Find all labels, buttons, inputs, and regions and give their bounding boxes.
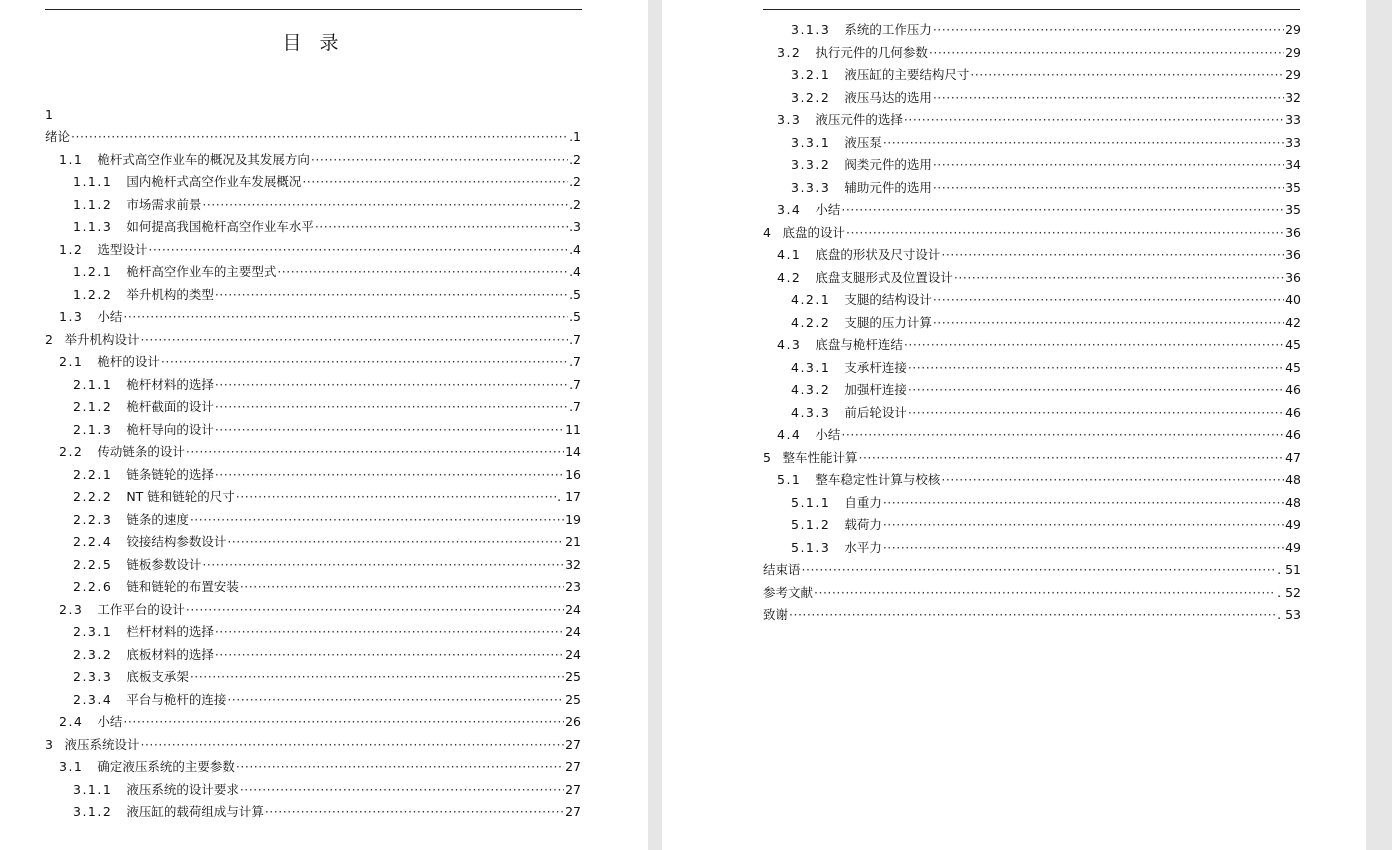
toc-entry[interactable] xyxy=(763,154,1301,177)
toc-leader-dots xyxy=(236,756,564,779)
toc-entry[interactable] xyxy=(763,244,1301,267)
toc-leader-dots xyxy=(227,689,564,712)
toc-entry-label: 桅杆式高空作业车的概况及其发展方向 xyxy=(97,151,310,167)
toc-entry-label: 绪论 xyxy=(45,129,71,144)
toc-entry-page: 19 xyxy=(565,511,581,527)
toc-leader-dots xyxy=(970,64,1284,87)
toc-entry-page: . 53 xyxy=(1277,607,1301,622)
toc-entry-number: 2.2 xyxy=(59,444,84,459)
toc-entry-label: 小结 xyxy=(815,427,841,442)
toc-entry-page: 27 xyxy=(565,804,581,819)
toc-entry-label: 辅助元件的选用 xyxy=(844,179,932,195)
toc-leader-dots xyxy=(789,604,1276,627)
toc-entry-label: 工作平台的设计 xyxy=(97,601,185,617)
toc-entry[interactable] xyxy=(45,486,581,509)
toc-leader-dots xyxy=(846,222,1284,245)
toc-entry[interactable] xyxy=(45,216,581,239)
toc-entry-label: 液压系统的设计要求 xyxy=(126,781,239,797)
toc-entry[interactable] xyxy=(763,492,1301,515)
toc-entry[interactable] xyxy=(45,419,581,442)
toc-entry[interactable] xyxy=(45,306,581,329)
toc-entry[interactable] xyxy=(763,357,1301,380)
toc-entry-page: 35 xyxy=(1285,202,1301,217)
toc-entry-page: . 17 xyxy=(557,489,581,504)
toc-entry-label: 市场需求前景 xyxy=(126,196,202,212)
toc-leader-dots xyxy=(215,464,564,487)
toc-leader-dots xyxy=(140,734,564,757)
document-page-left xyxy=(0,0,648,850)
toc-entry-page: 27 xyxy=(565,781,581,797)
toc-entry-page: 47 xyxy=(1285,449,1301,465)
toc-entry[interactable] xyxy=(763,582,1301,605)
toc-entry-number: 4.4 xyxy=(777,427,802,442)
toc-leader-dots xyxy=(215,396,568,419)
toc-entry[interactable] xyxy=(763,289,1301,312)
toc-entry-number: 3.1.3 xyxy=(791,22,831,37)
toc-entry-label: 链板参数设计 xyxy=(126,556,202,572)
toc-leader-dots xyxy=(140,329,568,352)
toc-entry-label: 支腿的结构设计 xyxy=(844,292,932,307)
toc-entry-number: 5 xyxy=(763,449,773,465)
toc-entry-page: 46 xyxy=(1285,382,1301,397)
toc-entry-page: 32 xyxy=(565,556,581,572)
toc-entry-number: 2.3.3 xyxy=(73,669,113,684)
toc-leader-dots xyxy=(277,261,568,284)
toc-entry-label: 如何提高我国桅杆高空作业车水平 xyxy=(126,219,314,234)
toc-entry[interactable] xyxy=(763,514,1301,537)
toc-leader-dots xyxy=(929,42,1284,65)
toc-entry-page: 35 xyxy=(1285,179,1301,195)
toc-entry-page: 33 xyxy=(1285,134,1301,150)
toc-entry-number: 4.1 xyxy=(777,247,802,262)
toc-entry-number: 2.2.1 xyxy=(73,466,113,482)
toc-entry[interactable] xyxy=(45,576,581,599)
toc-entry-number: 2.3 xyxy=(59,601,84,617)
toc-leader-dots xyxy=(315,216,568,239)
toc-entry[interactable] xyxy=(763,177,1301,200)
toc-entry-label: 底盘支腿形式及位置设计 xyxy=(815,269,953,285)
toc-entry-number: 3.2.2 xyxy=(791,89,831,105)
toc-leader-dots xyxy=(227,531,564,554)
toc-entry-number: 4.2 xyxy=(777,269,802,285)
toc-entry[interactable] xyxy=(763,334,1301,357)
toc-entry-page: 42 xyxy=(1285,314,1301,330)
toc-entry-number: 4.3.1 xyxy=(791,359,831,375)
toc-entry[interactable] xyxy=(763,402,1301,425)
toc-entry-number: 3 xyxy=(45,736,55,752)
toc-entry[interactable] xyxy=(763,604,1301,627)
toc-entry-label: 液压系统设计 xyxy=(64,736,140,752)
toc-leader-dots xyxy=(190,509,564,532)
toc-leader-dots xyxy=(841,424,1284,447)
toc-entry-page: .5 xyxy=(569,286,581,302)
toc-leader-dots xyxy=(123,711,564,734)
toc-leader-dots xyxy=(302,171,568,194)
toc-entry-number: 3.4 xyxy=(777,202,802,217)
header-rule xyxy=(763,9,1300,10)
toc-leader-dots xyxy=(802,559,1277,582)
toc-entry-page: .2 xyxy=(569,174,581,189)
toc-entry-label: 阀类元件的选用 xyxy=(844,157,932,172)
toc-entry[interactable] xyxy=(763,447,1301,470)
toc-entry-page: 24 xyxy=(565,601,581,617)
toc-entry-number: 5.1.2 xyxy=(791,517,831,532)
toc-entry-number: 2.2.6 xyxy=(73,579,113,594)
toc-entry-page: 49 xyxy=(1285,517,1301,532)
toc-entry-label: 底盘的形状及尺寸设计 xyxy=(815,247,941,262)
toc-entry[interactable] xyxy=(763,537,1301,560)
toc-entry-page: .7 xyxy=(569,331,581,347)
toc-entry[interactable] xyxy=(763,64,1301,87)
toc-entry[interactable] xyxy=(45,801,581,824)
toc-entry-page: 33 xyxy=(1285,112,1301,127)
toc-entry-number: 1.2.2 xyxy=(73,286,113,302)
toc-entry-page: .3 xyxy=(569,219,581,234)
toc-entry-label: 小结 xyxy=(815,202,841,217)
toc-list-right xyxy=(763,19,1301,627)
toc-entry[interactable] xyxy=(45,734,581,757)
toc-entry[interactable] xyxy=(45,171,581,194)
toc-entry-label: 执行元件的几何参数 xyxy=(815,44,928,60)
toc-entry[interactable] xyxy=(763,222,1301,245)
toc-entry-page: 24 xyxy=(565,624,581,639)
toc-entry-number: 4.3.3 xyxy=(791,404,831,420)
toc-entry-label: 结束语 xyxy=(763,562,801,577)
toc-entry-page: 40 xyxy=(1285,292,1301,307)
toc-entry-page: 27 xyxy=(565,759,581,774)
toc-entry[interactable] xyxy=(45,149,581,172)
toc-leader-dots xyxy=(265,801,564,824)
toc-entry-page: 32 xyxy=(1285,89,1301,105)
toc-entry-label: 前后轮设计 xyxy=(844,404,907,420)
toc-entry-label: 液压缸的载荷组成与计算 xyxy=(126,804,264,819)
toc-entry-number: 2.3.2 xyxy=(73,646,113,662)
toc-entry-label: 铰接结构参数设计 xyxy=(126,534,227,549)
toc-entry[interactable] xyxy=(45,599,581,622)
toc-entry-number: 3.1 xyxy=(59,759,84,774)
toc-entry-label: 液压缸的主要结构尺寸 xyxy=(844,67,970,82)
toc-leader-dots xyxy=(215,374,568,397)
toc-entry-label: NT 链和链轮的尺寸 xyxy=(126,489,235,504)
toc-entry[interactable] xyxy=(45,531,581,554)
toc-entry-label: 桅杆截面的设计 xyxy=(126,399,214,414)
toc-entry[interactable] xyxy=(45,464,581,487)
toc-entry-number: 4.3 xyxy=(777,337,802,352)
toc-entry-label: 加强杆连接 xyxy=(844,382,907,397)
toc-entry-label: 栏杆材料的选择 xyxy=(126,624,214,639)
toc-entry-page: 16 xyxy=(565,466,581,482)
toc-entry-page: 29 xyxy=(1285,22,1301,37)
toc-entry-page: 11 xyxy=(565,421,581,437)
toc-entry-page: 21 xyxy=(565,534,581,549)
toc-entry-page: 29 xyxy=(1285,44,1301,60)
toc-entry-label: 平台与桅杆的连接 xyxy=(126,691,227,707)
toc-entry-number: 3.1.2 xyxy=(73,804,113,819)
toc-entry-label: 链条链轮的选择 xyxy=(126,466,214,482)
document-page-right xyxy=(662,0,1366,850)
toc-entry-number: 2.1.1 xyxy=(73,376,113,392)
toc-leader-dots xyxy=(814,582,1276,605)
toc-leader-dots xyxy=(858,447,1284,470)
toc-entry-label: 致谢 xyxy=(763,607,789,622)
toc-entry-number: 1.2 xyxy=(59,241,84,257)
toc-leader-dots xyxy=(933,19,1284,42)
toc-entry-number: 5.1.1 xyxy=(791,494,831,510)
toc-entry-number: 3.2.1 xyxy=(791,67,831,82)
toc-entry-label: 底板材料的选择 xyxy=(126,646,214,662)
toc-leader-dots xyxy=(933,312,1284,335)
toc-leader-dots xyxy=(161,351,568,374)
toc-entry-label: 桅杆高空作业车的主要型式 xyxy=(126,264,277,279)
toc-entry-number: 2.1 xyxy=(59,354,84,369)
toc-entry-page: 48 xyxy=(1285,472,1301,487)
toc-leader-dots xyxy=(186,599,564,622)
toc-entry-label: 桅杆材料的选择 xyxy=(126,376,214,392)
toc-entry-label: 支承杆连接 xyxy=(844,359,907,375)
toc-entry[interactable] xyxy=(45,374,581,397)
toc-entry-label: 小结 xyxy=(97,714,123,729)
toc-entry-number: 4 xyxy=(763,224,773,240)
toc-entry-number: 3.3.1 xyxy=(791,134,831,150)
toc-entry-page: 36 xyxy=(1285,224,1301,240)
toc-leader-dots xyxy=(883,514,1284,537)
toc-entry-page: .2 xyxy=(569,196,581,212)
toc-leader-dots xyxy=(215,644,564,667)
toc-entry[interactable] xyxy=(763,559,1301,582)
toc-entry-number: 1.1.3 xyxy=(73,219,113,234)
toc-entry-label: 底盘的设计 xyxy=(782,224,845,240)
toc-leader-dots xyxy=(236,486,556,509)
toc-entry-page: .5 xyxy=(569,309,581,324)
toc-entry[interactable] xyxy=(763,42,1301,65)
toc-leader-dots xyxy=(941,469,1284,492)
toc-entry-label: 底盘与桅杆连结 xyxy=(815,337,903,352)
toc-leader-dots xyxy=(941,244,1284,267)
toc-entry-label: 确定液压系统的主要参数 xyxy=(97,759,235,774)
toc-entry-label: 系统的工作压力 xyxy=(844,22,932,37)
toc-leader-dots xyxy=(908,357,1284,380)
toc-entry-label: 传动链条的设计 xyxy=(97,444,185,459)
toc-entry-page: 25 xyxy=(565,691,581,707)
toc-entry-number: 3.3 xyxy=(777,112,802,127)
toc-entry-number: 3.3.3 xyxy=(791,179,831,195)
toc-entry[interactable] xyxy=(45,284,581,307)
toc-entry[interactable] xyxy=(45,194,581,217)
toc-entry-label: 桅杆导向的设计 xyxy=(126,421,214,437)
toc-entry-number: 2.3.4 xyxy=(73,691,113,707)
toc-entry[interactable] xyxy=(45,554,581,577)
toc-entry-number: 1.1 xyxy=(59,151,84,167)
toc-entry-label: 水平力 xyxy=(844,539,882,555)
toc-entry[interactable] xyxy=(763,379,1301,402)
toc-leader-dots xyxy=(841,199,1284,222)
toc-leader-dots xyxy=(215,621,564,644)
toc-leader-dots xyxy=(904,334,1284,357)
toc-entry[interactable] xyxy=(45,509,581,532)
toc-entry-page: . 51 xyxy=(1277,562,1301,577)
toc-entry-page: .7 xyxy=(569,376,581,392)
toc-entry-page: .4 xyxy=(569,241,581,257)
toc-entry[interactable] xyxy=(45,126,581,149)
toc-leader-dots xyxy=(908,379,1284,402)
toc-entry-number: 4.3.2 xyxy=(791,382,831,397)
toc-leader-dots xyxy=(933,87,1284,110)
toc-entry-label: 链条的速度 xyxy=(126,511,189,527)
toc-leader-dots xyxy=(71,126,568,149)
toc-leader-dots xyxy=(883,492,1284,515)
toc-entry-page: 46 xyxy=(1285,427,1301,442)
toc-entry-page: .2 xyxy=(569,151,581,167)
toc-leader-dots xyxy=(202,194,568,217)
toc-leader-dots xyxy=(933,177,1284,200)
toc-entry[interactable] xyxy=(763,199,1301,222)
toc-leader-dots xyxy=(311,149,568,172)
toc-entry[interactable] xyxy=(45,441,581,464)
header-rule xyxy=(45,9,582,10)
toc-entry-label: 链和链轮的布置安装 xyxy=(126,579,239,594)
toc-entry-label: 举升机构的类型 xyxy=(126,286,214,302)
toc-entry-label: 液压马达的选用 xyxy=(844,89,932,105)
toc-entry-number: 4.2.1 xyxy=(791,292,831,307)
toc-entry-number: 5.1 xyxy=(777,472,802,487)
toc-entry[interactable] xyxy=(763,87,1301,110)
toc-entry[interactable] xyxy=(763,312,1301,335)
stray-number: 1 xyxy=(45,107,53,122)
toc-entry[interactable] xyxy=(45,239,581,262)
toc-entry-number: 1.2.1 xyxy=(73,264,113,279)
toc-entry-label: 液压元件的选择 xyxy=(815,112,903,127)
toc-entry-number: 1.3 xyxy=(59,309,84,324)
toc-entry[interactable] xyxy=(763,132,1301,155)
toc-entry-label: 举升机构设计 xyxy=(64,331,140,347)
toc-entry-label: 整车稳定性计算与校核 xyxy=(815,472,941,487)
toc-entry-page: .7 xyxy=(569,399,581,414)
toc-entry-page: .4 xyxy=(569,264,581,279)
toc-title: 目 录 xyxy=(282,32,345,54)
toc-entry-number: 2.2.5 xyxy=(73,556,113,572)
toc-entry-page: .7 xyxy=(569,354,581,369)
toc-entry-number: 2.2.2 xyxy=(73,489,113,504)
toc-entry-number: 2 xyxy=(45,331,55,347)
toc-entry-page: 29 xyxy=(1285,67,1301,82)
toc-entry-label: 桅杆的设计 xyxy=(97,354,160,369)
toc-entry[interactable] xyxy=(763,424,1301,447)
toc-entry-page: 27 xyxy=(565,736,581,752)
toc-leader-dots xyxy=(933,289,1284,312)
toc-entry-number: 5.1.3 xyxy=(791,539,831,555)
toc-entry-number: 2.1.2 xyxy=(73,399,113,414)
toc-entry[interactable] xyxy=(763,19,1301,42)
toc-entry-number: 3.1.1 xyxy=(73,781,113,797)
toc-entry-number: 1.1.1 xyxy=(73,174,113,189)
toc-entry-page: 45 xyxy=(1285,337,1301,352)
toc-entry[interactable] xyxy=(45,689,581,712)
toc-entry[interactable] xyxy=(45,779,581,802)
toc-entry-page: 25 xyxy=(565,669,581,684)
toc-entry-number: 2.2.4 xyxy=(73,534,113,549)
toc-list-left xyxy=(45,126,581,824)
toc-entry-number: 2.3.1 xyxy=(73,624,113,639)
toc-entry-number: 3.2 xyxy=(777,44,802,60)
toc-entry-number: 3.3.2 xyxy=(791,157,831,172)
toc-entry-page: 34 xyxy=(1285,157,1301,172)
toc-entry-page: 45 xyxy=(1285,359,1301,375)
toc-leader-dots xyxy=(190,666,564,689)
toc-entry[interactable] xyxy=(45,756,581,779)
toc-entry-page: 46 xyxy=(1285,404,1301,420)
toc-entry-label: 自重力 xyxy=(844,494,882,510)
toc-entry-number: 4.2.2 xyxy=(791,314,831,330)
toc-entry-page: 24 xyxy=(565,646,581,662)
toc-entry[interactable] xyxy=(45,666,581,689)
toc-entry[interactable] xyxy=(45,351,581,374)
toc-entry-label: 选型设计 xyxy=(97,241,148,257)
toc-entry-label: 小结 xyxy=(97,309,123,324)
toc-entry-label: 整车性能计算 xyxy=(782,449,858,465)
toc-leader-dots xyxy=(240,779,564,802)
toc-entry-page: .1 xyxy=(569,129,581,144)
toc-entry[interactable] xyxy=(763,267,1301,290)
toc-entry-page: 26 xyxy=(565,714,581,729)
toc-leader-dots xyxy=(148,239,568,262)
toc-entry-label: 底板支承架 xyxy=(126,669,189,684)
toc-entry-label: 载荷力 xyxy=(844,517,882,532)
toc-leader-dots xyxy=(240,576,564,599)
toc-entry-number: 2.1.3 xyxy=(73,421,113,437)
toc-entry-label: 国内桅杆式高空作业车发展概况 xyxy=(126,174,302,189)
toc-leader-dots xyxy=(202,554,564,577)
toc-entry[interactable] xyxy=(45,396,581,419)
toc-leader-dots xyxy=(123,306,568,329)
toc-entry-number: 2.4 xyxy=(59,714,84,729)
toc-entry-page: 36 xyxy=(1285,247,1301,262)
toc-entry-number: 1.1.2 xyxy=(73,196,113,212)
toc-leader-dots xyxy=(215,419,564,442)
toc-leader-dots xyxy=(904,109,1284,132)
toc-entry-page: 49 xyxy=(1285,539,1301,555)
toc-leader-dots xyxy=(883,537,1284,560)
toc-entry-page: 36 xyxy=(1285,269,1301,285)
toc-entry-label: 参考文献 xyxy=(763,584,814,600)
toc-entry[interactable] xyxy=(45,329,581,352)
toc-entry[interactable] xyxy=(45,621,581,644)
toc-leader-dots xyxy=(883,132,1284,155)
toc-entry-page: 14 xyxy=(565,444,581,459)
toc-entry[interactable] xyxy=(45,261,581,284)
toc-entry-page: . 52 xyxy=(1277,584,1301,600)
toc-leader-dots xyxy=(215,284,568,307)
toc-entry-page: 48 xyxy=(1285,494,1301,510)
toc-entry[interactable] xyxy=(45,711,581,734)
toc-entry-number: 2.2.3 xyxy=(73,511,113,527)
toc-entry[interactable] xyxy=(763,109,1301,132)
toc-leader-dots xyxy=(908,402,1284,425)
toc-entry[interactable] xyxy=(763,469,1301,492)
toc-entry-page: 23 xyxy=(565,579,581,594)
toc-leader-dots xyxy=(186,441,564,464)
toc-entry-label: 液压泵 xyxy=(844,134,882,150)
toc-leader-dots xyxy=(933,154,1284,177)
toc-leader-dots xyxy=(954,267,1284,290)
toc-entry-label: 支腿的压力计算 xyxy=(844,314,932,330)
toc-entry[interactable] xyxy=(45,644,581,667)
